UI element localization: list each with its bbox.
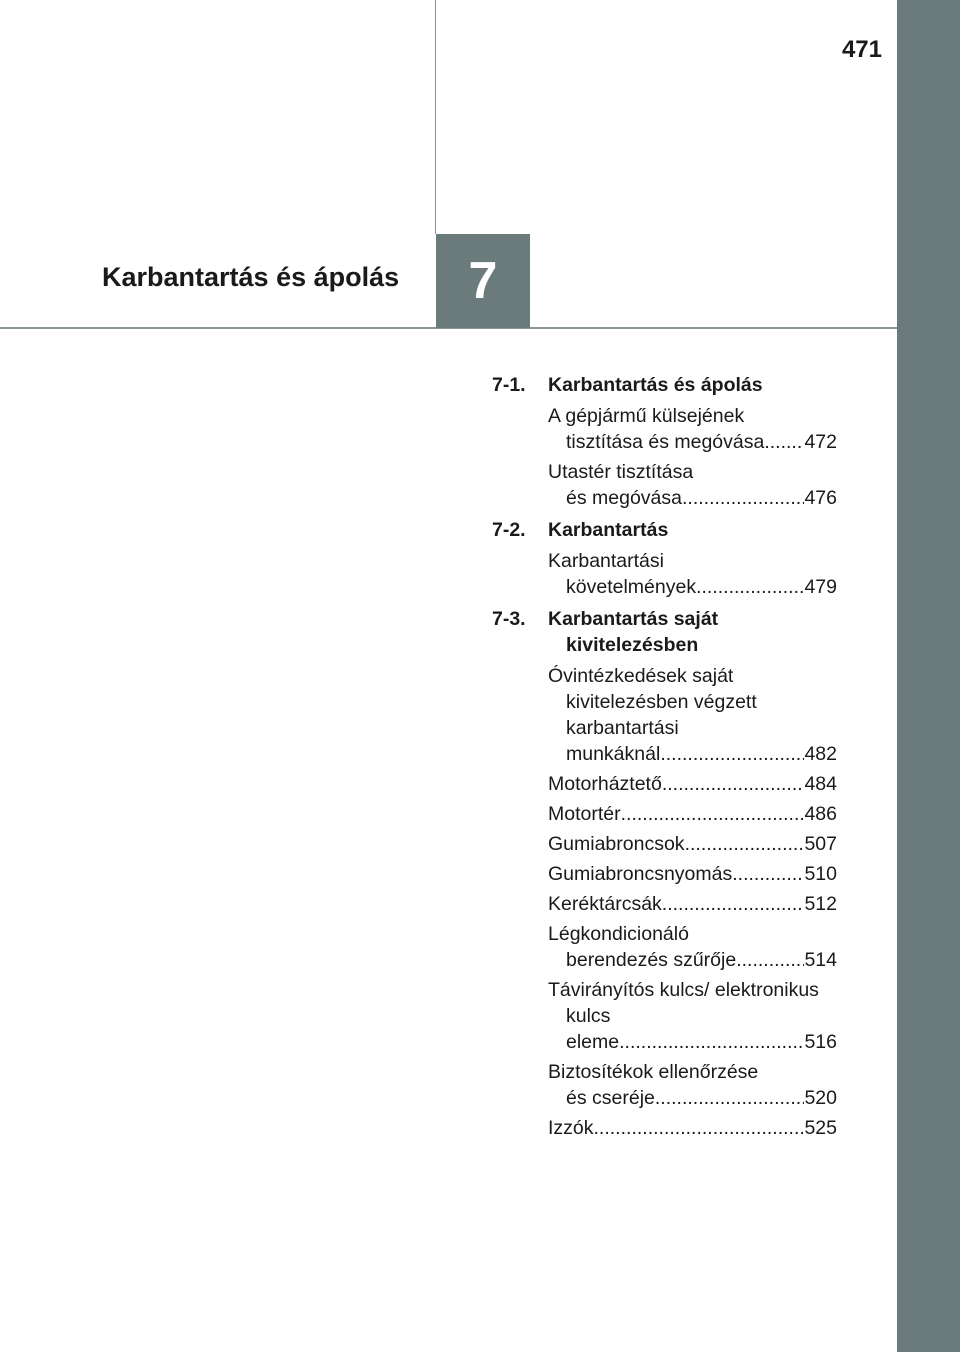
toc-entry-label: és megóvása bbox=[566, 487, 682, 509]
toc-entry-label: Gumiabroncsnyomás bbox=[548, 863, 733, 885]
toc-entry[interactable] bbox=[548, 861, 837, 887]
toc-entry-label: Motorháztető bbox=[548, 773, 662, 795]
toc-page-number: 516 bbox=[804, 1031, 837, 1053]
toc-entry[interactable] bbox=[548, 977, 837, 1055]
toc-entry-text: Karbantartási bbox=[548, 550, 664, 572]
toc-page-number: 520 bbox=[804, 1087, 837, 1109]
header-vertical-rule bbox=[435, 0, 436, 234]
toc-entry-line bbox=[548, 831, 837, 857]
toc-entry-line bbox=[548, 1115, 837, 1141]
toc-entry[interactable] bbox=[548, 548, 837, 600]
toc-entry-line bbox=[548, 861, 837, 887]
toc-entry[interactable] bbox=[548, 459, 837, 511]
toc-section-heading[interactable] bbox=[492, 517, 837, 543]
toc-entry-line bbox=[548, 741, 837, 767]
toc-dot-leader bbox=[764, 429, 804, 455]
toc-dot-leader bbox=[662, 771, 805, 797]
toc-entry-text: Távirányítós kulcs/ elektronikus kulcs bbox=[548, 979, 819, 1027]
toc-section-heading[interactable] bbox=[492, 372, 837, 398]
toc-page-number: 512 bbox=[804, 893, 837, 915]
chapter-number: 7 bbox=[468, 252, 498, 310]
toc-dot-leader bbox=[621, 801, 805, 827]
toc-entry-label: és cseréje bbox=[566, 1087, 655, 1109]
toc-entry-label: követelmények bbox=[566, 576, 697, 598]
toc-entry-label: Keréktárcsák bbox=[548, 893, 662, 915]
toc-dot-leader bbox=[682, 485, 804, 511]
toc-entry[interactable] bbox=[548, 831, 837, 857]
toc-entry-line bbox=[548, 574, 837, 600]
toc-entry[interactable] bbox=[548, 921, 837, 973]
toc-page-number: 476 bbox=[804, 487, 837, 509]
toc-section-title: Karbantartás bbox=[548, 519, 669, 541]
toc-section-number: 7-1. bbox=[492, 374, 526, 396]
toc-entry-text: Légkondicionáló bbox=[548, 923, 689, 945]
toc-entry[interactable] bbox=[548, 801, 837, 827]
toc-entry-label: munkáknál bbox=[566, 743, 661, 765]
toc-page-number: 482 bbox=[804, 743, 837, 765]
toc-dot-leader bbox=[594, 1115, 805, 1141]
toc-entry[interactable] bbox=[548, 403, 837, 455]
toc-dot-leader bbox=[655, 1085, 805, 1111]
toc-entry-line bbox=[548, 947, 837, 973]
toc-entry-text: Óvintézkedések saját kivitelezésben végzett karbantartási bbox=[548, 665, 757, 739]
toc-section-number: 7-3. bbox=[492, 608, 526, 630]
toc-section-heading[interactable] bbox=[492, 606, 837, 658]
toc-section-title: Karbantartás saját kivitelezésben bbox=[548, 608, 719, 656]
toc-entry-line bbox=[548, 771, 837, 797]
toc-dot-leader bbox=[732, 861, 804, 887]
chapter-side-band bbox=[897, 0, 960, 1352]
toc-entry-line bbox=[548, 891, 837, 917]
toc-entry-text: A gépjármű külsejének bbox=[548, 405, 745, 427]
toc-dot-leader bbox=[736, 947, 804, 973]
toc-page-number: 484 bbox=[804, 773, 837, 795]
toc-entry[interactable] bbox=[548, 1059, 837, 1111]
toc-entry-label: Gumiabroncsok bbox=[548, 833, 685, 855]
toc-dot-leader bbox=[660, 741, 804, 767]
toc-entry-text: Biztosítékok ellenőrzése bbox=[548, 1061, 759, 1083]
toc-page-number: 472 bbox=[804, 431, 837, 453]
toc-page-number: 525 bbox=[804, 1117, 837, 1139]
toc-entry-label: Izzók bbox=[548, 1117, 594, 1139]
toc-entry[interactable] bbox=[548, 1115, 837, 1141]
chapter-number-box bbox=[436, 234, 530, 328]
toc-entry-line bbox=[548, 1029, 837, 1055]
toc-page-number: 479 bbox=[804, 576, 837, 598]
toc-entry[interactable] bbox=[548, 771, 837, 797]
toc-dot-leader bbox=[619, 1029, 804, 1055]
toc-entry[interactable] bbox=[548, 663, 837, 767]
toc-entry-label: berendezés szűrője bbox=[566, 949, 737, 971]
toc-dot-leader bbox=[662, 891, 805, 917]
toc-dot-leader bbox=[696, 574, 804, 600]
toc-page-number: 510 bbox=[804, 863, 837, 885]
toc-entry[interactable] bbox=[548, 891, 837, 917]
chapter-title: Karbantartás és ápolás bbox=[102, 262, 400, 292]
toc-entry-label: eleme bbox=[566, 1031, 620, 1053]
toc-page-number: 514 bbox=[804, 949, 837, 971]
page-number: 471 bbox=[841, 36, 882, 63]
toc-section-number: 7-2. bbox=[492, 519, 526, 541]
toc-entry-label: tisztítása és megóvása bbox=[566, 431, 765, 453]
toc-entry-label: Motortér bbox=[548, 803, 621, 825]
toc-entry-text: Utastér tisztítása bbox=[548, 461, 694, 483]
toc-entry-line bbox=[548, 801, 837, 827]
toc-page-number: 486 bbox=[804, 803, 837, 825]
toc-section-title: Karbantartás és ápolás bbox=[548, 374, 763, 396]
toc-page-number: 507 bbox=[804, 833, 837, 855]
table-of-contents bbox=[492, 372, 837, 1145]
toc-entry-line bbox=[548, 429, 837, 455]
toc-entry-line bbox=[548, 1085, 837, 1111]
toc-entry-line bbox=[548, 485, 837, 511]
toc-dot-leader bbox=[685, 831, 805, 857]
